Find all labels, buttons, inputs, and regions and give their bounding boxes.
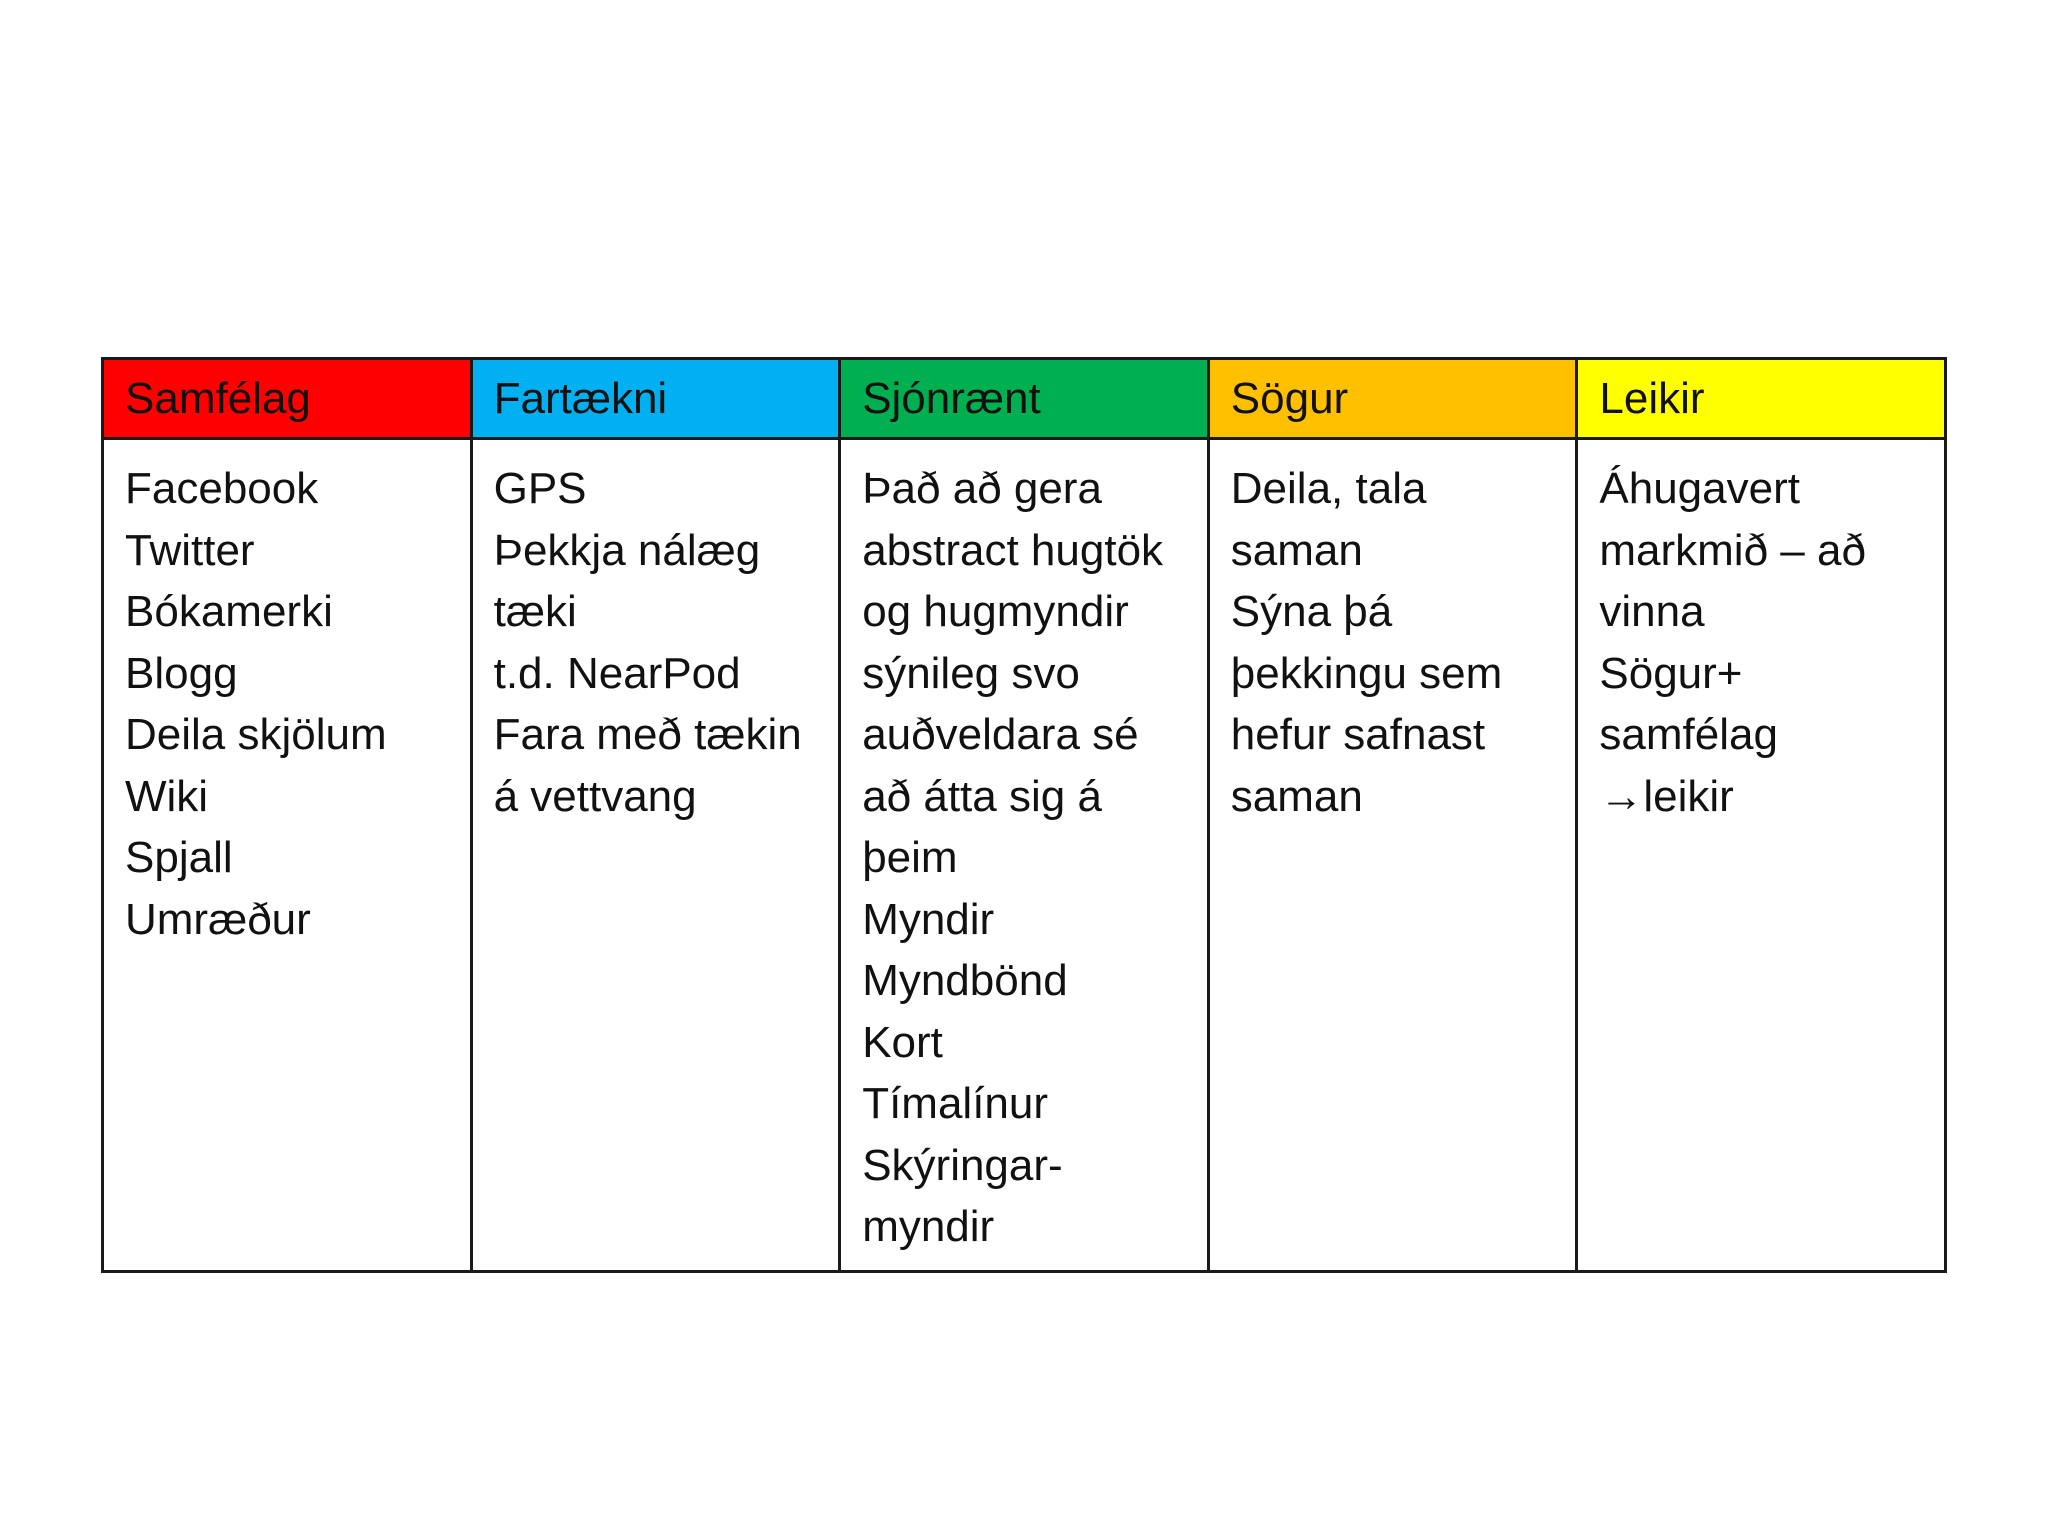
content-row — [103, 439, 1946, 1272]
list-item: Skýringar- — [862, 1140, 1063, 1190]
list-item: Deila skjölum — [125, 710, 387, 759]
list-item: auðveldara sé — [862, 710, 1139, 759]
list-item: Bókamerki — [125, 587, 333, 636]
list-item: Fara með tækin — [493, 710, 802, 759]
list-item: myndir — [862, 1202, 995, 1251]
list-item: Sögur+ — [1599, 648, 1743, 698]
item-list-leikir — [1599, 458, 1934, 827]
list-item: að átta sig á — [862, 771, 1102, 821]
list-item: sýnileg svo — [862, 648, 1080, 698]
cell-samfelag — [103, 439, 472, 1272]
item-list-sjonraent — [862, 458, 1197, 1258]
cell-leikir — [1577, 439, 1946, 1272]
category-table — [101, 357, 1947, 1273]
list-item: og hugmyndir — [862, 587, 1129, 636]
cell-sogur — [1208, 439, 1577, 1272]
list-item: hefur safnast — [1230, 710, 1486, 759]
list-item: Deila, tala — [1230, 464, 1427, 513]
list-item: →leikir — [1599, 771, 1734, 821]
header-sjonraent: Sjónrænt — [840, 359, 1209, 439]
list-item: Wiki — [125, 771, 209, 821]
list-item: Facebook — [125, 464, 319, 513]
item-list-sogur — [1231, 458, 1566, 827]
list-item: þeim — [862, 833, 958, 882]
list-item: Umræður — [125, 894, 311, 944]
list-item: Tímalínur — [862, 1079, 1049, 1128]
item-list-samfelag — [125, 458, 460, 950]
list-item: Kort — [862, 1017, 943, 1067]
cell-sjonraent — [840, 439, 1209, 1272]
list-item: abstract hugtök — [862, 525, 1164, 575]
list-item: þekkingu sem — [1230, 648, 1503, 698]
list-item: samfélag — [1599, 710, 1778, 759]
list-item: markmið – að — [1599, 525, 1866, 575]
list-item: Myndir — [862, 894, 995, 944]
header-samfelag: Samfélag — [103, 359, 472, 439]
list-item: saman — [1230, 771, 1363, 821]
list-item: GPS — [493, 464, 587, 513]
list-item: Áhugavert — [1599, 464, 1800, 513]
list-item: Twitter — [125, 525, 255, 575]
list-item: Blogg — [125, 648, 238, 698]
list-item: Það að gera — [862, 464, 1102, 513]
item-list-fartaekni — [494, 458, 829, 827]
header-sogur: Sögur — [1208, 359, 1577, 439]
header-fartaekni: Fartækni — [471, 359, 840, 439]
list-item: Þekkja nálæg — [493, 525, 761, 575]
list-item: Spjall — [125, 833, 233, 882]
cell-fartaekni — [471, 439, 840, 1272]
list-item: saman — [1230, 525, 1363, 575]
list-item: tæki — [493, 587, 577, 636]
list-item: t.d. NearPod — [493, 648, 741, 698]
header-row — [103, 359, 1946, 439]
list-item: Sýna þá — [1230, 587, 1393, 636]
list-item: á vettvang — [493, 771, 697, 821]
list-item: vinna — [1599, 587, 1705, 636]
header-leikir: Leikir — [1577, 359, 1946, 439]
list-item: Myndbönd — [862, 956, 1068, 1005]
